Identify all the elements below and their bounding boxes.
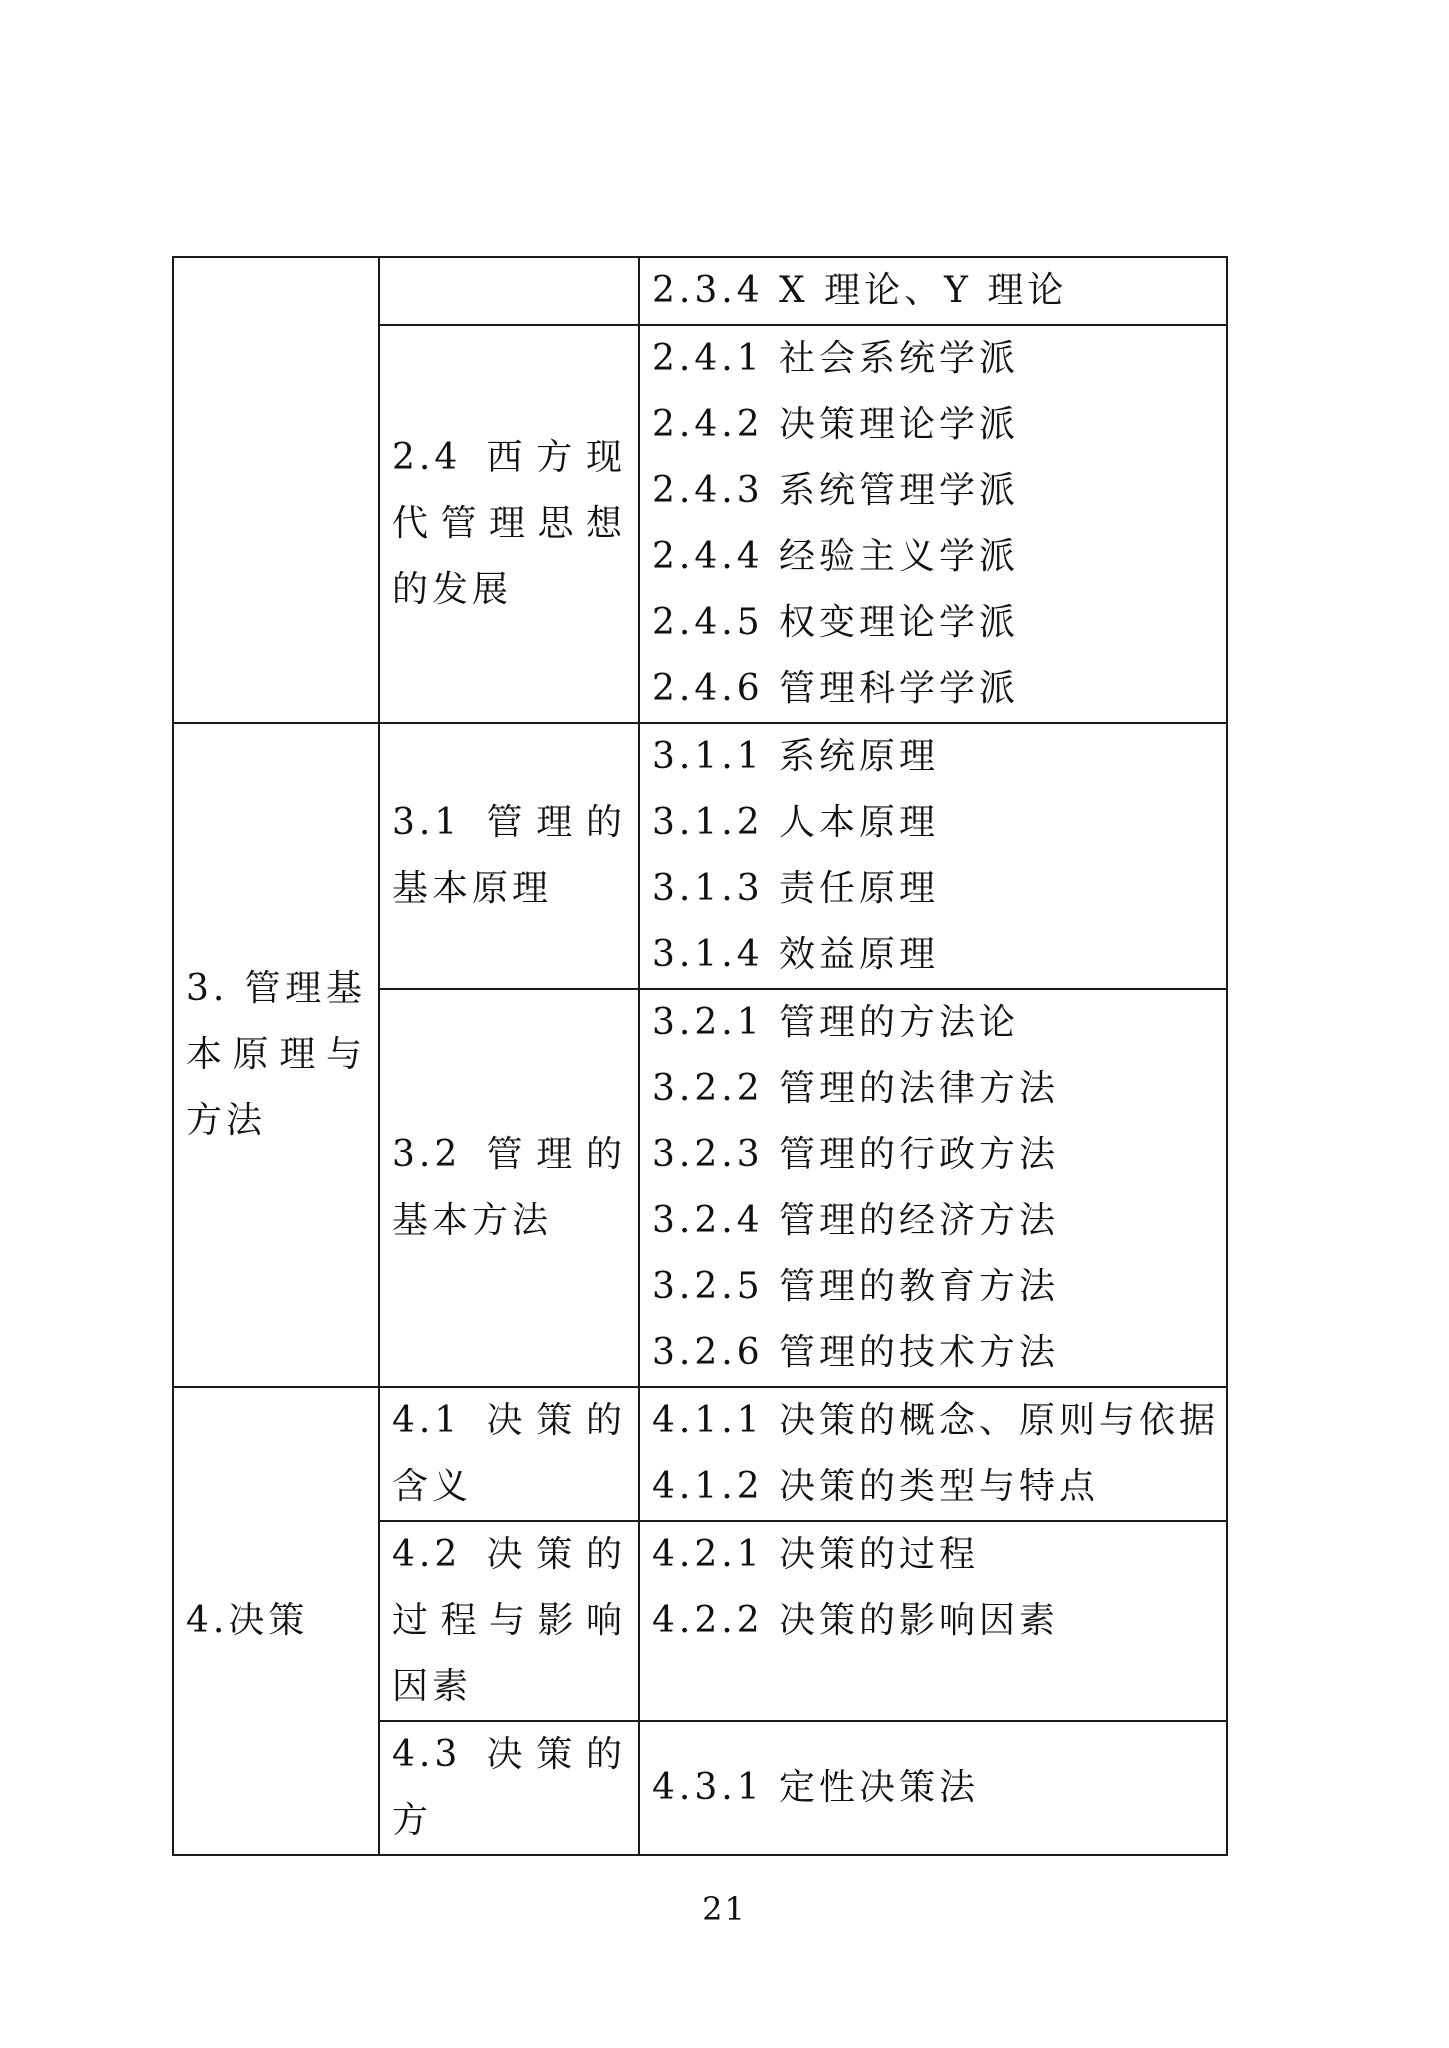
topic-item: 3.1.2 人本原理 xyxy=(652,802,940,843)
table-row xyxy=(173,1387,1227,1521)
topic-item: 3.2.3 管理的行政方法 xyxy=(652,1134,1060,1175)
topics-cell xyxy=(639,1521,1227,1721)
topic-item: 4.2.1 决策的过程 xyxy=(652,1534,980,1575)
topic-item: 3.1.3 责任原理 xyxy=(652,868,940,909)
table-row xyxy=(173,723,1227,989)
chapter-cell: 3. 管理基本原理与方法 xyxy=(173,723,379,1387)
topics-cell xyxy=(639,989,1227,1387)
topics-cell xyxy=(639,257,1227,325)
topics-cell xyxy=(639,723,1227,989)
topic-item: 2.4.5 权变理论学派 xyxy=(652,602,1020,643)
chapter-cell: 4.决策 xyxy=(173,1387,379,1855)
topic-item: 4.1.1 决策的概念、原则与依据 xyxy=(652,1400,1220,1441)
topic-item: 2.4.6 管理科学学派 xyxy=(652,668,1020,709)
topics-cell xyxy=(639,1387,1227,1521)
topic-item: 3.2.1 管理的方法论 xyxy=(652,1002,1020,1043)
topic-item: 4.3.1 定性决策法 xyxy=(652,1767,980,1808)
section-cell: 4.3 决策的方 xyxy=(379,1721,639,1855)
topic-item: 2.3.4 X 理论、Y 理论 xyxy=(652,270,1068,311)
section-cell: 2.4 西方现代管理思想的发展 xyxy=(379,325,639,723)
topic-item: 3.2.5 管理的教育方法 xyxy=(652,1266,1060,1307)
chapter-cell xyxy=(173,257,379,723)
section-cell: 4.2 决策的过程与影响因素 xyxy=(379,1521,639,1721)
topic-item: 2.4.3 系统管理学派 xyxy=(652,470,1020,511)
topic-item: 4.2.2 决策的影响因素 xyxy=(652,1600,1060,1641)
topic-item: 2.4.4 经验主义学派 xyxy=(652,536,1020,577)
section-cell: 3.2 管理的基本方法 xyxy=(379,989,639,1387)
page-number: 21 xyxy=(702,1890,747,1928)
topic-item: 2.4.2 决策理论学派 xyxy=(652,404,1020,445)
syllabus-table xyxy=(172,256,1228,1856)
topic-item: 4.1.2 决策的类型与特点 xyxy=(652,1466,1100,1507)
topic-item: 3.2.2 管理的法律方法 xyxy=(652,1068,1060,1109)
section-cell xyxy=(379,257,639,325)
section-cell: 3.1 管理的基本原理 xyxy=(379,723,639,989)
topic-item: 3.1.4 效益原理 xyxy=(652,934,940,975)
topic-item: 3.2.6 管理的技术方法 xyxy=(652,1332,1060,1373)
topic-item: 3.1.1 系统原理 xyxy=(652,736,940,777)
section-cell: 4.1 决策的含义 xyxy=(379,1387,639,1521)
table-row xyxy=(173,257,1227,325)
topic-item: 2.4.1 社会系统学派 xyxy=(652,338,1020,379)
topic-item: 3.2.4 管理的经济方法 xyxy=(652,1200,1060,1241)
topics-cell xyxy=(639,325,1227,723)
topics-cell xyxy=(639,1721,1227,1855)
